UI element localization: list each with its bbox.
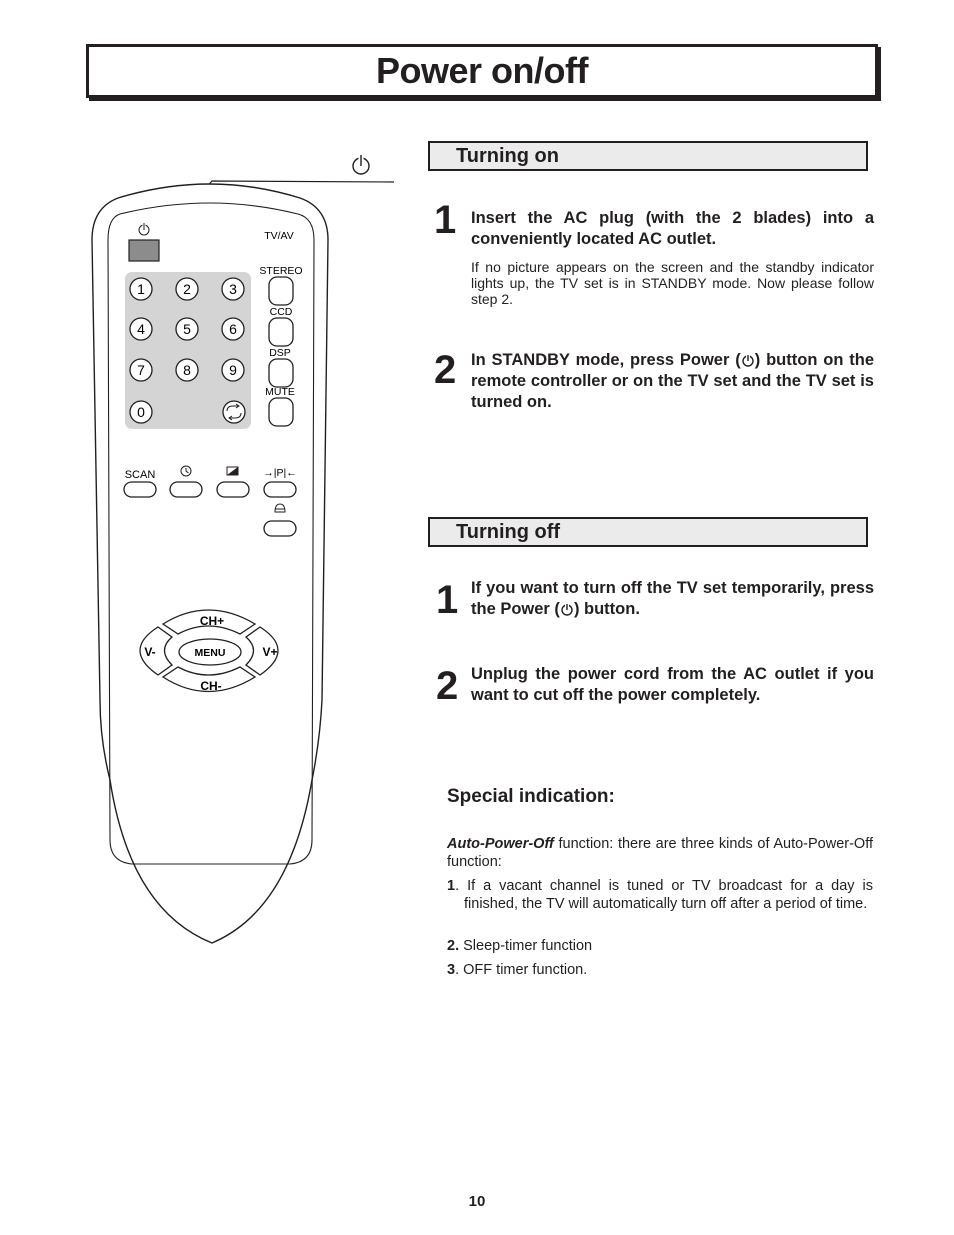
vol-up-label: V+ (262, 645, 278, 659)
callout-power-icon (353, 153, 369, 174)
off-step1-text-after: ) button. (573, 600, 640, 618)
auto-power-off-lead: Auto-Power-Off (447, 836, 554, 852)
special-indication-title: Special indication: (447, 786, 615, 807)
digit-label: 0 (137, 404, 145, 420)
auto-power-off-intro: function: there are three kinds of Auto-Power-Off function: (447, 836, 873, 870)
special-intro (447, 835, 873, 871)
off-step1-text-before: If you want to turn off the TV set temporarily, press the Power ( (471, 579, 874, 618)
list-item (447, 961, 873, 979)
digit-label: 2 (183, 281, 191, 297)
list-item-sep: . (455, 878, 468, 894)
title-box (86, 44, 878, 98)
digit-button-9[interactable] (222, 359, 244, 381)
ccd-label: CCD (269, 306, 293, 318)
ch-up-label: CH+ (199, 614, 225, 628)
pp-button[interactable] (264, 482, 296, 497)
digit-button-1[interactable] (130, 278, 152, 300)
digit-button-6[interactable] (222, 318, 244, 340)
digit-label: 1 (137, 281, 145, 297)
turning-on-step2-text (471, 350, 874, 413)
power-icon (560, 602, 574, 616)
power-icon (741, 353, 755, 367)
digit-button-5[interactable] (176, 318, 198, 340)
list-item-text: OFF timer function. (463, 962, 588, 978)
scan-label: SCAN (124, 469, 156, 481)
list-item-text: If a vacant channel is tuned or TV broadcast for a day is finished, the TV will automatically turn off after a period of time. (464, 878, 873, 912)
picture-button[interactable] (217, 482, 249, 497)
dsp-button[interactable] (269, 359, 293, 387)
dsp-label: DSP (269, 347, 291, 359)
digit-button-7[interactable] (130, 359, 152, 381)
scan-button[interactable] (124, 482, 156, 497)
digit-label: 8 (183, 362, 191, 378)
digit-label: 7 (137, 362, 145, 378)
list-item (447, 937, 873, 955)
turning-on-step1-text: Insert the AC plug (with the 2 blades) into a conveniently located AC outlet. (471, 209, 874, 248)
list-item-text: Sleep-timer function (463, 938, 593, 954)
step2-text-before: In STANDBY mode, press Power ( (471, 351, 741, 369)
turning-off-step1-text (471, 578, 874, 620)
turning-off-heading: Turning off (428, 517, 868, 547)
turning-off-step1-number: 1 (436, 578, 459, 622)
turning-on-heading: Turning on (428, 141, 868, 171)
list-item-number: 2. (447, 938, 460, 954)
digit-label: 5 (183, 321, 191, 337)
page-number: 10 (468, 1193, 486, 1210)
lock-button[interactable] (264, 521, 296, 536)
digit-button-4[interactable] (130, 318, 152, 340)
ch-down-label: CH- (200, 679, 222, 693)
ccd-button[interactable] (269, 318, 293, 346)
digit-label: 3 (229, 281, 237, 297)
digit-label: 6 (229, 321, 237, 337)
menu-label: MENU (194, 647, 226, 659)
timer-button[interactable] (170, 482, 202, 497)
digit-button-8[interactable] (176, 359, 198, 381)
pp-label: →|P|← (263, 467, 297, 479)
remote-illustration (0, 140, 420, 1100)
turning-off-step2-number: 2 (436, 664, 459, 708)
digit-label: 4 (137, 321, 145, 337)
tvav-label: TV/AV (264, 230, 294, 242)
page-title: Power on/off (376, 50, 588, 91)
mute-label: MUTE (265, 386, 295, 398)
vol-down-label: V- (144, 645, 156, 659)
turning-off-step2-text: Unplug the power cord from the AC outlet if you want to cut off the power completely. (471, 665, 874, 704)
digit-button-0[interactable] (130, 401, 152, 423)
mute-button[interactable] (269, 398, 293, 426)
turning-on-step1-note: If no picture appears on the screen and the standby indicator lights up, the TV set is in STANDBY mode. Now please follow step 2. (471, 259, 874, 307)
turning-on-step2-number: 2 (434, 348, 457, 392)
digit-button-3[interactable] (222, 278, 244, 300)
stereo-button[interactable] (269, 277, 293, 305)
stereo-label: STEREO (259, 265, 303, 277)
list-item-sep: . (455, 962, 464, 978)
digit-label: 9 (229, 362, 237, 378)
list-item (447, 877, 873, 913)
list-item-number: 3 (447, 962, 456, 978)
menu-button[interactable] (179, 639, 241, 665)
turning-on-step1-number: 1 (434, 198, 457, 242)
digit-button-2[interactable] (176, 278, 198, 300)
recall-button[interactable] (223, 401, 245, 423)
step2-text-after: ) button on the remote controller or on the TV set and the TV set is turned on. (471, 351, 874, 411)
list-item-number: 1 (447, 878, 456, 894)
